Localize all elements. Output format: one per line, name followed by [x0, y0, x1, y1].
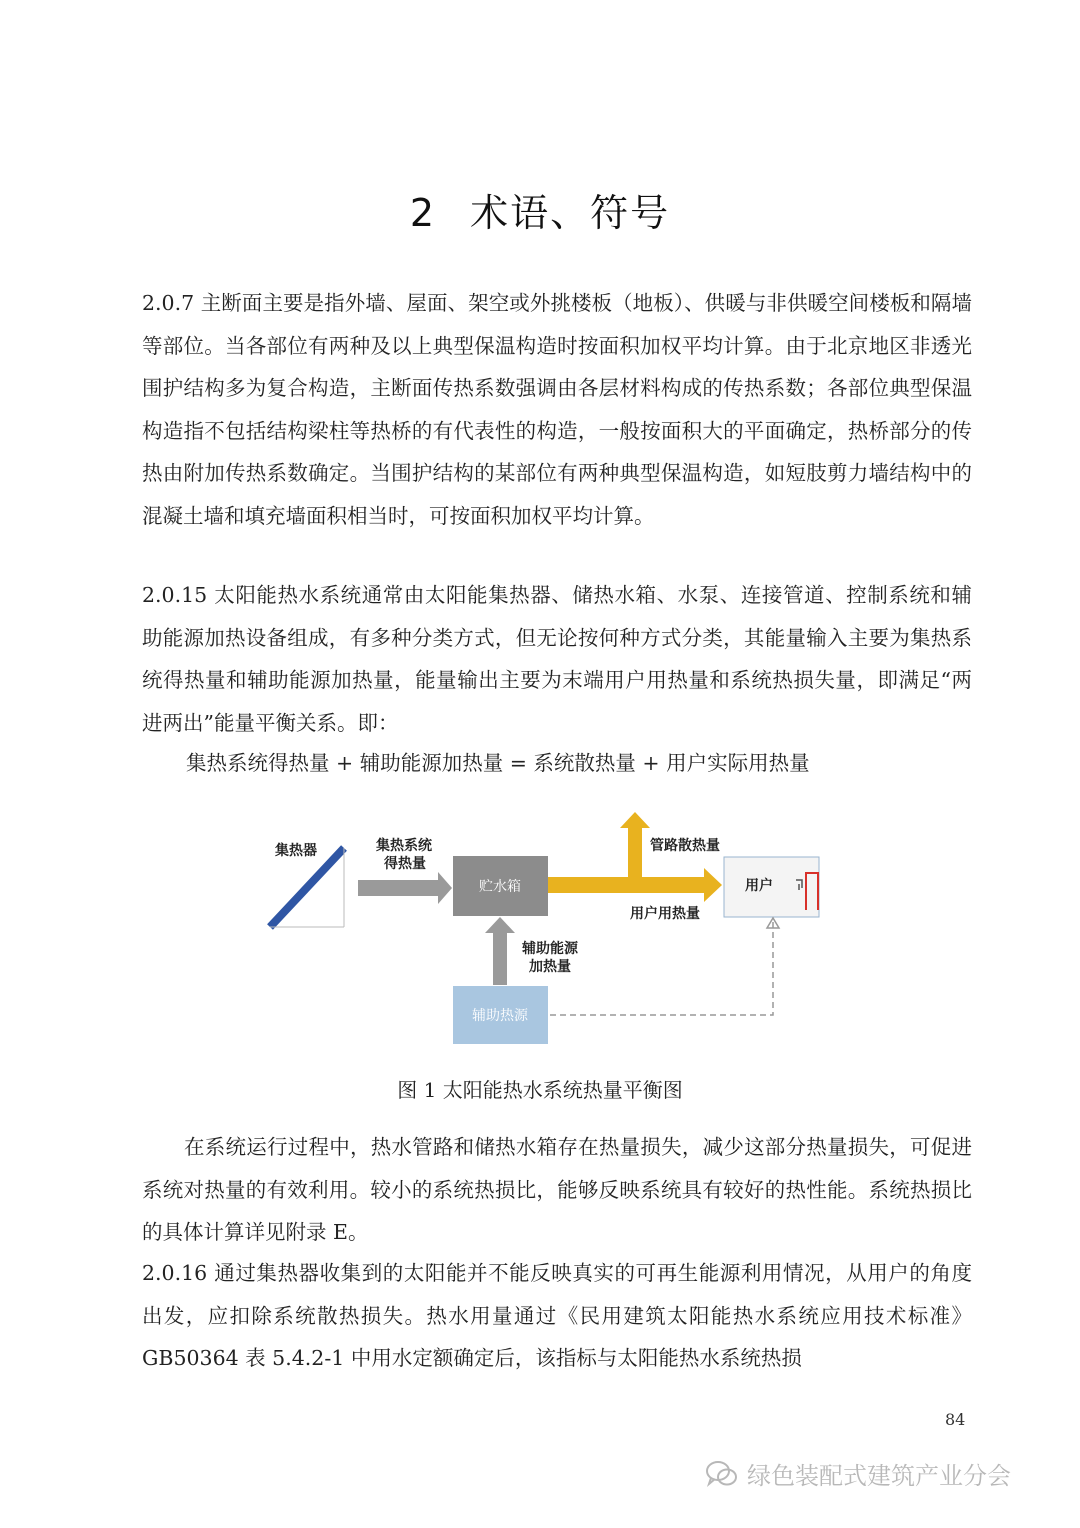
chapter-title: 术语、符号	[470, 191, 671, 235]
watermark-text: 绿色装配式建筑产业分会	[747, 1462, 1011, 1490]
storage-tank-label: 贮水箱	[479, 879, 521, 895]
aux-heat-label-2: 加热量	[529, 959, 571, 975]
paragraph-heat-loss: 在系统运行过程中，热水管路和储热水箱存在热量损失，减少这部分热量损失，可促进系统对热量的有效利用。较小的系统热损比，能够反映系统具有较好的热性能。系统热损比的具体计算详见附录 E。	[142, 1135, 972, 1244]
watermark	[705, 1456, 1011, 1491]
pipe-loss-arrowhead	[620, 812, 650, 828]
aux-heat-label-1: 辅助能源	[522, 941, 578, 957]
user-label: 用户	[745, 878, 773, 894]
page-number: 84	[945, 1410, 966, 1429]
user-heat-arrowhead	[704, 868, 722, 902]
collector-panel	[270, 848, 344, 927]
aux-source-label: 辅助热源	[472, 1008, 528, 1024]
collector-gain-label-1: 集热系统	[376, 838, 432, 854]
pipe-loss-label: 管路散热量	[650, 838, 720, 854]
aux-heat-arrowhead	[485, 917, 515, 933]
pipe-loss-arrow-shaft	[628, 826, 642, 878]
paragraph-2-0-16: 2.0.16 通过集热器收集到的太阳能并不能反映真实的可再生能源利用情况，从用户的角度出发，应扣除系统散热损失。热水用量通过《民用建筑太阳能热水系统应用技术标准》GB50364 表 5.4.2-1 中用水定额确定后，该指标与太阳能热水系统热损	[142, 1261, 972, 1370]
paragraph-2-0-7: 2.0.7 主断面主要是指外墙、屋面、架空或外挑楼板（地板）、供暖与非供暖空间楼板和隔墙等部位。当各部位有两种及以上典型保温构造时按面积加权平均计算。由于北京地区非透光围护结构多为复合构造，主断面传热系数强调由各层材料构成的传热系数；各部位典型保温构造指不包括结构梁柱等热桥的有代表性的构造，一般按面积大的平面确定，热桥部分的传热由附加传热系数确定。当围护结构的某部位有两种典型保温构造，如短肢剪力墙结构中的混凝土墙和填充墙面积相当时，可按面积加权平均计算。	[142, 291, 972, 528]
heat-balance-diagram	[250, 800, 830, 1050]
aux-heat-arrow-shaft	[493, 930, 507, 985]
collector-gain-arrow-shaft	[358, 880, 440, 896]
user-heat-label: 用户用热量	[630, 906, 700, 922]
collector-label: 集热器	[275, 843, 317, 859]
chapter-number: 2	[409, 191, 437, 235]
wechat-icon	[705, 1459, 739, 1489]
collector-gain-label-2: 得热量	[384, 856, 426, 872]
paragraph-2-0-15: 2.0.15 太阳能热水系统通常由太阳能集热器、储热水箱、水泵、连接管道、控制系统和辅助能源加热设备组成，有多种分类方式，但无论按何种方式分类，其能量输入主要为集热系统得热量和辅助能源加热量，能量输出主要为末端用户用热量和系统热损失量，即满足“两进两出”能量平衡关系。即：	[142, 583, 972, 735]
collector-gain-arrowhead	[438, 872, 452, 904]
energy-balance-formula: 集热系统得热量 + 辅助能源加热量 = 系统散热量 + 用户实际用热量	[186, 751, 810, 775]
page-title	[0, 182, 1080, 237]
aux-to-user-dashed-line	[550, 922, 773, 1015]
user-heat-arrow-shaft	[548, 877, 706, 893]
figure-caption: 图 1 太阳能热水系统热量平衡图	[397, 1078, 683, 1102]
